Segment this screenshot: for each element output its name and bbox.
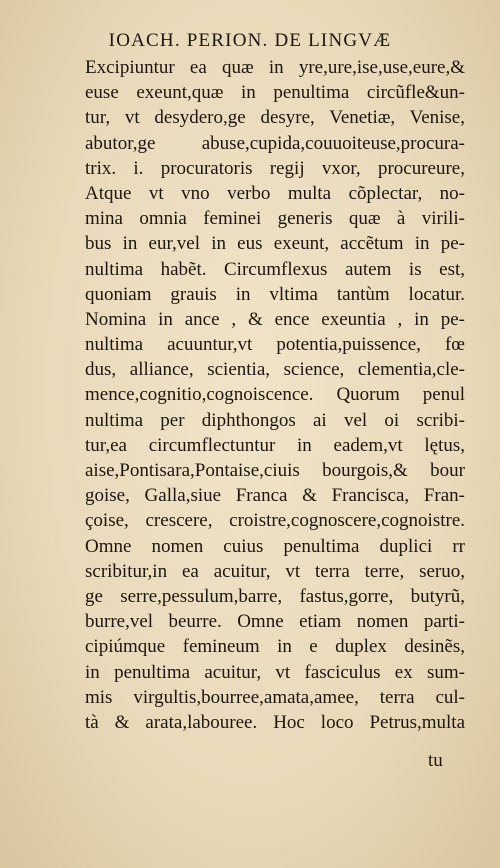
text-line: nultima per diphthongos ai vel oi scribi- [85,409,465,431]
text-line: mence,cognitio,cognoiscence. Quorum penul [85,384,465,406]
text-line: mina omnia feminei generis quæ à virili- [85,208,465,230]
text-line: bus in eur,vel in eus exeunt, accẽtum in pe- [85,233,465,255]
text-line: tur, vt desydero,ge desyre, Venetiæ, Venise, [85,107,465,129]
text-line: scribitur,in ea acuitur, vt terra terre, seruo, [85,560,465,582]
text-line: dus, alliance, scientia, science, clementia,cle- [85,359,465,381]
text-line: abutor,ge abuse,cupida,couuoiteuse,procura- [85,132,465,154]
text-line: tur,ea circumflectuntur in eadem,vt lętus, [85,434,465,456]
text-line: trix. i. procuratoris regij vxor, procureure, [85,157,465,179]
text-line: Nomina in ance , & ence exeuntia , in pe- [85,308,465,330]
catchword: tu [428,750,443,771]
body-text [85,55,465,735]
text-line: burre,vel beurre. Omne etiam nomen parti- [85,611,465,633]
text-line: Excipiuntur ea quæ in yre,ure,ise,use,eure,& [85,57,465,78]
text-line: Atque vt vno verbo multa cõplectar, no- [85,182,465,204]
text-line: tà & arata,labouree. Hoc loco Petrus,multa [85,711,465,733]
running-head: IOACH. PERION. DE LINGVÆ [108,30,392,51]
text-line: aise,Pontisara,Pontaise,ciuis bourgois,& bour [85,460,465,481]
text-line: in penultima acuitur, vt fasciculus ex sum- [85,661,465,683]
text-line: euse exeunt,quæ in penultima circũfle&un- [85,82,465,104]
text-line: goise, Galla,siue Franca & Francisca, Fran- [85,485,465,507]
text-line: quoniam grauis in vltima tantùm locatur. [85,283,465,305]
text-line: nultima acuuntur,vt potentia,puissence, fœ [85,334,465,356]
text-line: nultima habẽt. Circumflexus autem is est, [85,258,465,280]
text-line: ge serre,pessulum,barre, fastus,gorre, butyrũ, [85,585,465,607]
text-line: Omne nomen cuius penultima duplici rr [85,535,465,557]
text-line: mis virgultis,bourree,amata,amee, terra cul- [85,686,465,708]
text-line: çoise, crescere, croistre,cognoscere,cognoistre. [85,510,465,532]
text-line: cipiúmque femineum in e duplex desinẽs, [85,636,465,658]
